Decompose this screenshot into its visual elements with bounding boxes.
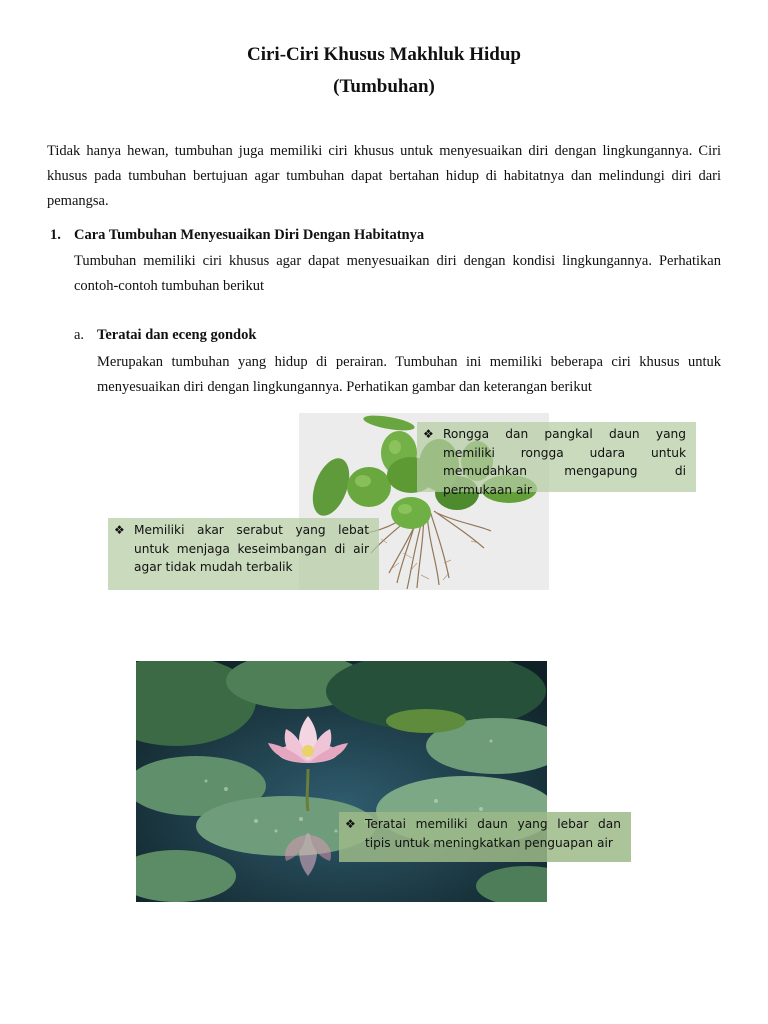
callout-text: Teratai memiliki daun yang lebar dan tipis untuk meningkatkan penguapan air — [365, 817, 621, 850]
diamond-bullet-icon: ❖ — [423, 427, 434, 441]
section-body: Tumbuhan memiliki ciri khusus agar dapat menyesuaikan diri dengan kondisi lingkungannya. Perhatikan contoh-contoh tumbuhan berikut — [74, 253, 721, 294]
diamond-bullet-icon: ❖ — [345, 817, 356, 831]
diamond-bullet-icon: ❖ — [114, 523, 125, 537]
callout-text: Memiliki akar serabut yang lebat untuk menjaga keseimbangan di air agar tidak mudah terbalik — [134, 523, 369, 574]
page-subtitle: (Tumbuhan) — [333, 76, 435, 97]
page-title: Ciri-Ciri Khusus Makhluk Hidup — [246, 44, 521, 65]
section-number: 1. — [50, 227, 61, 243]
subsection-marker: a. — [74, 327, 85, 343]
lotus-image — [136, 661, 547, 902]
subsection-body: Merupakan tumbuhan yang hidup di perairan. Tumbuhan ini memiliki beberapa ciri khusus untuk menyesuaikan diri dengan lingkungannya. Perhatikan gambar dan keterangan berikut — [97, 354, 721, 395]
callout-hyacinth-root — [108, 518, 379, 590]
intro-paragraph: Tidak hanya hewan, tumbuhan juga memiliki ciri khusus untuk menyesuaikan diri dengan lingkungannya. Ciri khusus pada tumbuhan bertujuan agar tumbuhan dapat bertahan hidup di habitatnya dan melindungi diri dari pemangsa. — [47, 143, 721, 209]
callout-lotus-leaf — [339, 812, 631, 862]
callout-text: Rongga dan pangkal daun yang memiliki rongga udara untuk memudahkan mengapung di permukaan air — [443, 427, 686, 497]
callout-hyacinth-leaf — [417, 422, 696, 497]
section-heading: Cara Tumbuhan Menyesuaikan Diri Dengan Habitatnya — [74, 227, 425, 243]
subsection-heading: Teratai dan eceng gondok — [97, 327, 257, 343]
